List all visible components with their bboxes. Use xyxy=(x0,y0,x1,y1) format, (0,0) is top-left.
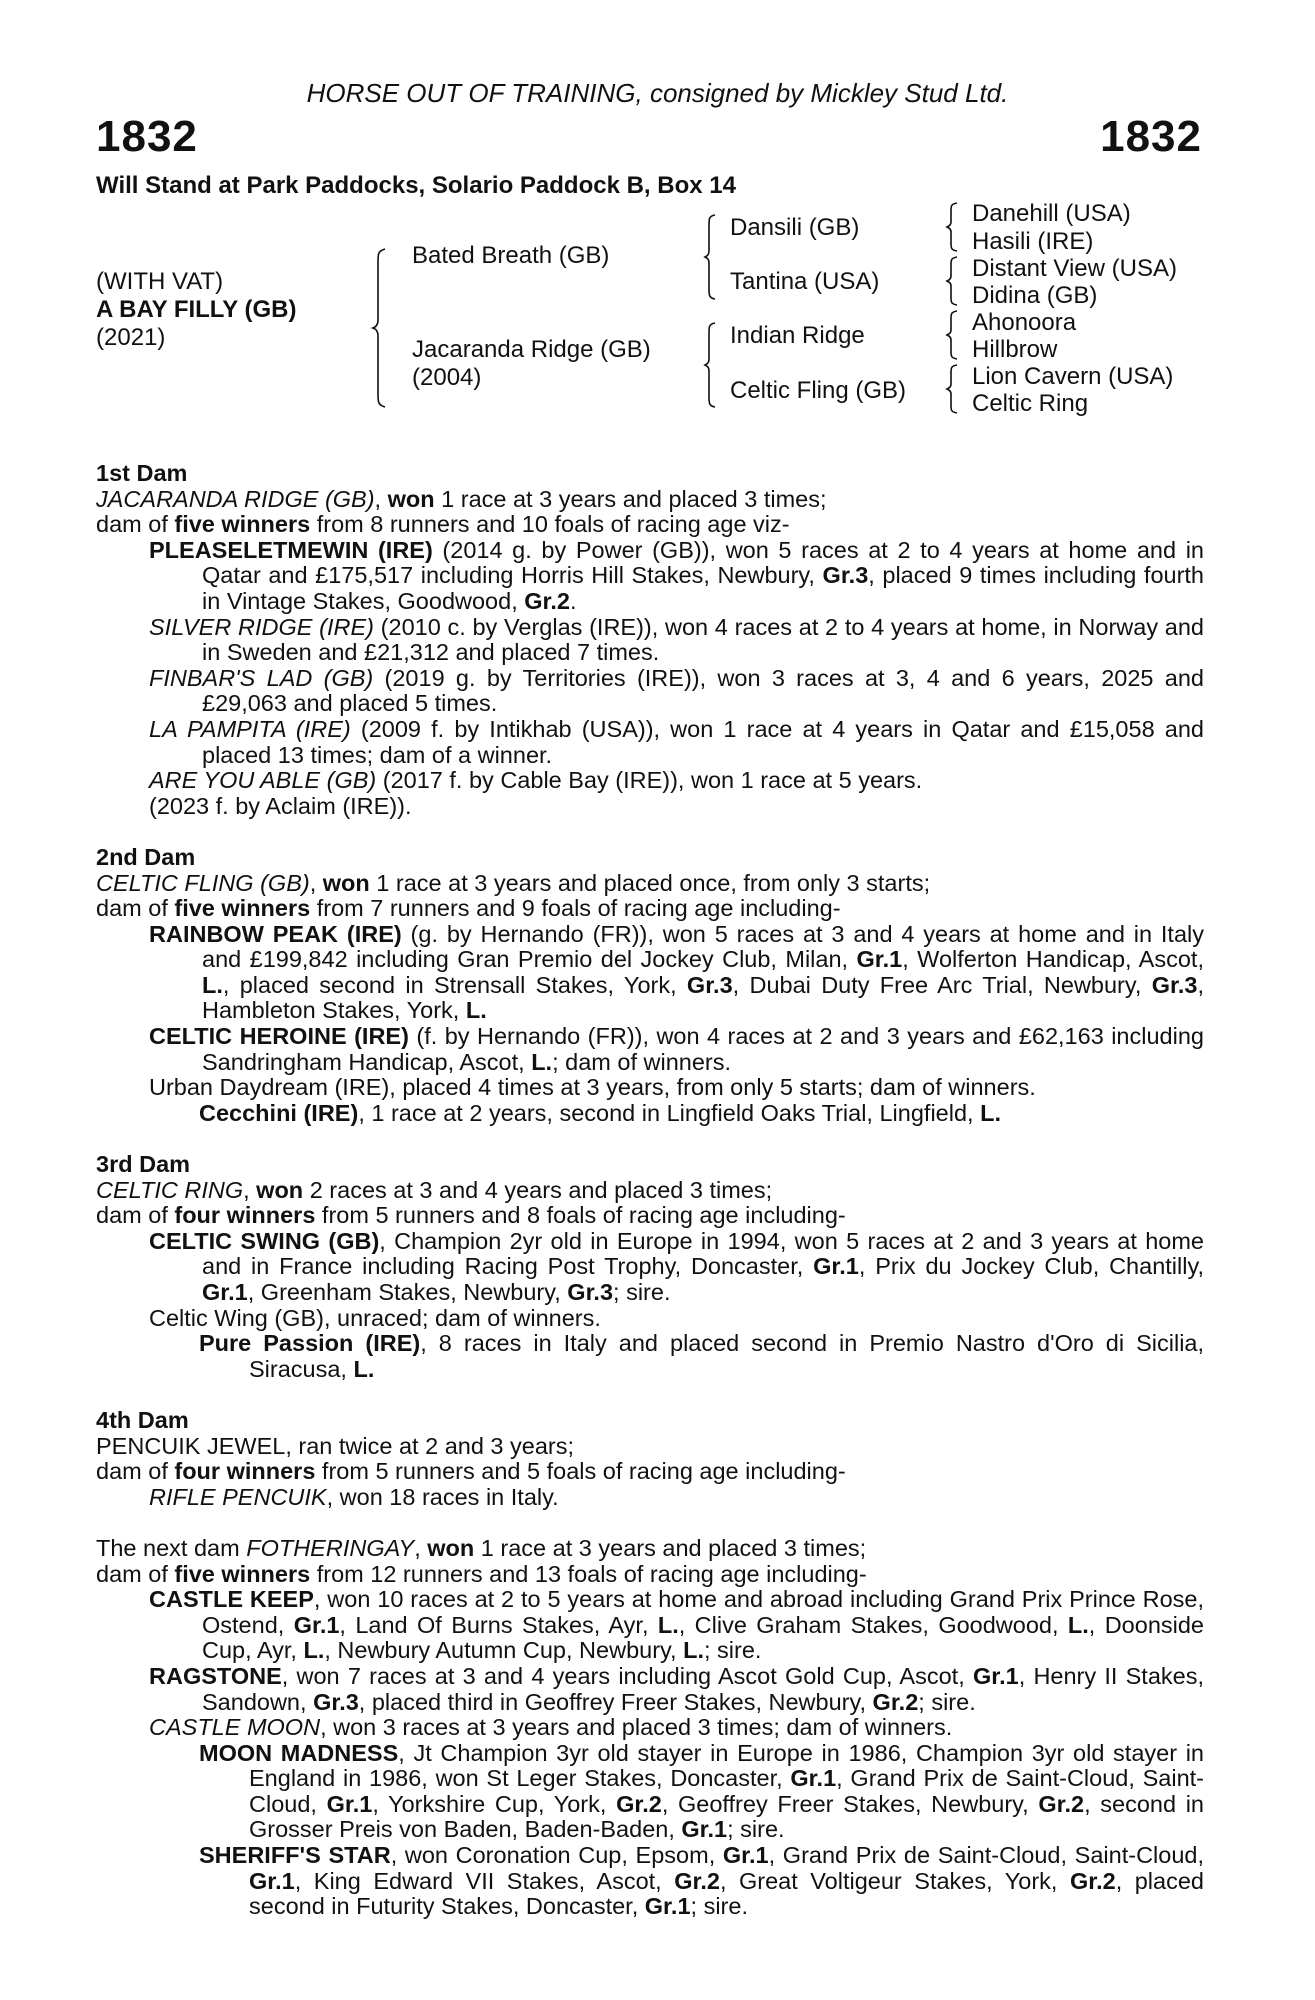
dam-line xyxy=(96,1178,1204,1204)
produce-entry xyxy=(149,794,1204,820)
sire-name: Bated Breath (GB) xyxy=(412,242,610,269)
bold-text: Gr.1 xyxy=(722,1842,769,1869)
sire-dam: Tantina (USA) xyxy=(730,268,880,295)
text-run: , 8 races in Italy and placed second in Premio Nastro d'Oro di Sicilia, Siracusa, xyxy=(249,1330,1205,1382)
text-run: (g. by Hernando (FR)), won 5 races at 3 and 4 years at home and in Italy and £199,842 including Gran Premio del Jockey Club, Milan, xyxy=(202,920,1205,973)
text-run: , Greenham Stakes, Newbury, xyxy=(247,1279,568,1305)
dam-line xyxy=(96,512,1204,538)
produce-entry xyxy=(149,1024,1204,1075)
bold-text: L. xyxy=(657,1611,679,1638)
dam-section xyxy=(96,845,1204,1127)
horse-name: A BAY FILLY (GB) xyxy=(96,296,297,323)
bold-text: Gr.3 xyxy=(313,1688,359,1715)
italic-text: JACARANDA RIDGE (GB) xyxy=(96,485,375,512)
dam-section xyxy=(96,1408,1204,1510)
bracket-gen3-2 xyxy=(946,256,960,306)
text-run: , placed third in Geoffrey Freer Stakes, Newbury, xyxy=(358,1688,873,1715)
vat-label: (WITH VAT) xyxy=(96,268,224,295)
produce-entry xyxy=(149,538,1204,615)
bold-text: L. xyxy=(980,1099,1001,1126)
text-run: ; dam of winners. xyxy=(552,1048,732,1075)
text-run: dam of xyxy=(96,1202,175,1229)
bracket-gen1 xyxy=(372,248,388,408)
bold-text: RAINBOW PEAK (IRE) xyxy=(149,920,402,947)
produce-entry xyxy=(199,1741,1204,1843)
dam-line xyxy=(96,871,1204,897)
dam-line xyxy=(96,1562,1204,1588)
bold-text: Gr.2 xyxy=(616,1790,662,1817)
bold-text: L. xyxy=(353,1355,375,1382)
text-run: (2009 f. by Intikhab (USA)), won 1 race at 4 years in Qatar and £15,058 and placed 13 times; dam of a winner. xyxy=(202,715,1204,768)
bracket-sire xyxy=(704,214,718,300)
text-run: ; sire. xyxy=(613,1279,671,1305)
text-run: , placed second in Futurity Stakes, Doncaster, xyxy=(249,1867,1204,1920)
italic-text: LA PAMPITA (IRE) xyxy=(149,715,351,742)
produce-entry xyxy=(149,615,1204,666)
dam-line xyxy=(96,1459,1204,1485)
text-run: , King Edward VII Stakes, Ascot, xyxy=(294,1867,675,1894)
bold-text: Gr.2 xyxy=(1069,1867,1116,1894)
text-run: dam of xyxy=(96,1458,175,1485)
text-run: , Yorkshire Cup, York, xyxy=(372,1790,617,1817)
bold-text: won xyxy=(256,1176,304,1203)
text-run: . xyxy=(570,587,577,614)
produce-entry xyxy=(149,1485,1204,1511)
section-heading: 3rd Dam xyxy=(96,1151,191,1178)
text-run: (2014 g. by Power (GB)), won 5 races at 2 to 4 years at home and in Qatar and £175,517 including Horris Hill Stakes, Newbury, xyxy=(202,536,1204,589)
produce-entry xyxy=(199,1101,1204,1127)
bracket-gen3-1 xyxy=(946,202,960,252)
produce-entry xyxy=(149,1664,1204,1715)
bold-text: L. xyxy=(531,1048,553,1075)
text-run: , Champion 2yr old in Europe in 1994, won 5 races at 2 and 3 years at home and in France including Racing Post Trophy, Doncaster, xyxy=(202,1227,1204,1280)
gen3-dss: Ahonoora xyxy=(972,309,1077,336)
text-run: from 5 runners and 8 foals of racing age including- xyxy=(315,1202,846,1229)
bold-text: Gr.3 xyxy=(686,971,733,998)
dam-line xyxy=(96,1536,1204,1562)
text-run: from 7 runners and 9 foals of racing age including- xyxy=(310,895,841,922)
bold-text: Gr.3 xyxy=(567,1279,614,1305)
text-run: (f. by Hernando (FR)), won 4 races at 2 and 3 years and £62,163 including Sandringham Handicap, Ascot, xyxy=(202,1023,1204,1075)
bold-text: Gr.3 xyxy=(1151,971,1198,998)
dam-sire: Indian Ridge xyxy=(730,322,865,349)
text-run: ; sire. xyxy=(727,1816,785,1843)
text-run: , Geoffrey Freer Stakes, Newbury, xyxy=(661,1790,1039,1817)
text-run: , Clive Graham Stakes, Goodwood, xyxy=(678,1611,1068,1638)
bold-text: L. xyxy=(683,1637,704,1664)
text-run: (2017 f. by Cable Bay (IRE)), won 1 race at 5 years. xyxy=(376,767,923,794)
text-run: Urban Daydream (IRE), placed 4 times at 3 years, from only 5 starts; dam of winners. xyxy=(149,1074,1036,1101)
text-run: The next dam xyxy=(96,1534,247,1561)
lot-number-right: 1832 xyxy=(1100,112,1202,161)
italic-text: ARE YOU ABLE (GB) xyxy=(149,767,377,794)
gen3-sds: Distant View (USA) xyxy=(972,255,1177,282)
text-run: , won 3 races at 3 years and placed 3 times; dam of winners. xyxy=(320,1714,953,1741)
bold-text: Gr.1 xyxy=(856,946,903,973)
dam-section xyxy=(96,461,1204,819)
bold-text: Gr.1 xyxy=(790,1765,837,1792)
bold-text: MOON MADNESS xyxy=(199,1739,399,1766)
bold-text: five winners xyxy=(174,1560,311,1587)
bold-text: four winners xyxy=(174,1202,316,1229)
text-run: , Land Of Burns Stakes, Ayr, xyxy=(339,1611,658,1638)
text-run: , xyxy=(374,485,388,512)
text-run: , xyxy=(309,869,323,896)
bold-text: Gr.3 xyxy=(822,562,869,589)
text-run: 1 race at 3 years and placed 3 times; xyxy=(474,1534,867,1561)
bold-text: won xyxy=(387,485,435,512)
text-run: dam of xyxy=(96,511,175,538)
text-run: , second in Grosser Preis von Baden, Baden-Baden, xyxy=(249,1790,1205,1843)
text-run: , Grand Prix de Saint-Cloud, Saint-Cloud, xyxy=(249,1765,1205,1817)
family-text xyxy=(96,461,1204,1920)
produce-entry xyxy=(149,1587,1204,1664)
bold-text: five winners xyxy=(174,895,311,922)
bold-text: L. xyxy=(202,971,223,998)
text-run: , placed 9 times including fourth in Vintage Stakes, Goodwood, xyxy=(202,562,1205,614)
bold-text: PLEASELETMEWIN (IRE) xyxy=(149,536,433,563)
italic-text: SILVER RIDGE (IRE) xyxy=(149,613,374,640)
produce-entry xyxy=(149,922,1204,1024)
text-run: , Grand Prix de Saint-Cloud, Saint-Cloud, xyxy=(768,1842,1204,1869)
text-run: , xyxy=(414,1534,428,1561)
text-run: ; sire. xyxy=(918,1688,976,1715)
text-run: Celtic Wing (GB), unraced; dam of winners. xyxy=(149,1304,601,1331)
text-run: from 8 runners and 10 foals of racing age viz- xyxy=(310,511,790,538)
text-run: 1 race at 3 years and placed 3 times; xyxy=(434,485,827,512)
bold-text: four winners xyxy=(174,1458,316,1485)
text-run: , Wolferton Handicap, Ascot, xyxy=(902,946,1204,973)
bold-text: Gr.1 xyxy=(813,1253,859,1280)
bold-text: Gr.1 xyxy=(202,1279,248,1305)
bold-text: Gr.1 xyxy=(326,1790,373,1817)
bold-text: RAGSTONE xyxy=(149,1662,282,1689)
bold-text: L. xyxy=(303,1637,325,1664)
text-run: , won Coronation Cup, Epsom, xyxy=(390,1842,723,1869)
bold-text: CASTLE KEEP xyxy=(149,1586,314,1613)
dam-line xyxy=(96,487,1204,513)
text-run: , won 10 races at 2 to 5 years at home and abroad including Grand Prix Prince Rose, Ostend, xyxy=(202,1586,1204,1638)
dam-name: Jacaranda Ridge (GB) xyxy=(412,336,651,363)
horse-year: (2021) xyxy=(96,324,166,351)
text-run: (2019 g. by Territories (IRE)), won 3 races at 3, 4 and 6 years, 2025 and £29,063 and placed 5 times. xyxy=(202,664,1205,717)
bold-text: won xyxy=(322,869,370,896)
text-run: , Jt Champion 3yr old stayer in Europe in 1986, Champion 3yr old stayer in England in 1986, won St Leger Stakes, Doncaster, xyxy=(249,1739,1204,1792)
section-heading: 4th Dam xyxy=(96,1406,189,1433)
text-run: , Prix du Jockey Club, Chantilly, xyxy=(858,1253,1204,1280)
italic-text: CELTIC FLING (GB) xyxy=(96,869,310,896)
produce-entry xyxy=(199,1843,1204,1920)
text-run: , Dubai Duty Free Arc Trial, Newbury, xyxy=(732,971,1152,998)
dam-year: (2004) xyxy=(412,364,482,391)
text-run: , Hambleton Stakes, York, xyxy=(202,971,1204,1024)
dam-line xyxy=(96,896,1204,922)
text-run: , Henry II Stakes, Sandown, xyxy=(202,1662,1204,1715)
produce-entry xyxy=(149,717,1204,768)
text-run: , 1 race at 2 years, second in Lingfield Oaks Trial, Lingfield, xyxy=(358,1099,981,1126)
text-run: , xyxy=(243,1176,257,1203)
bold-text: Gr.1 xyxy=(681,1816,728,1843)
produce-entry xyxy=(149,1075,1204,1101)
bold-text: Gr.2 xyxy=(872,1688,919,1715)
gen3-sss: Danehill (USA) xyxy=(972,200,1131,227)
bold-text: five winners xyxy=(174,511,311,538)
text-run: (2010 c. by Verglas (IRE)), won 4 races at 2 to 4 years at home, in Norway and in Sweden and £21,312 and placed 7 times. xyxy=(202,613,1204,666)
consignment-line: HORSE OUT OF TRAINING, consigned by Mickley Stud Ltd. xyxy=(306,78,1009,108)
section-heading: 1st Dam xyxy=(96,460,188,486)
produce-entry xyxy=(149,666,1204,717)
bold-text: Gr.1 xyxy=(644,1893,691,1920)
dam-line xyxy=(96,1203,1204,1229)
italic-text: CASTLE MOON xyxy=(149,1714,321,1741)
bold-text: Gr.1 xyxy=(293,1611,340,1638)
text-run: , won 7 races at 3 and 4 years including Ascot Gold Cup, Ascot, xyxy=(281,1662,973,1689)
gen3-dsd: Hillbrow xyxy=(972,336,1058,363)
text-run: ; sire. xyxy=(690,1893,748,1920)
bold-text: Pure Passion (IRE) xyxy=(199,1330,421,1357)
dam-dam: Celtic Fling (GB) xyxy=(730,377,907,404)
bracket-gen3-4 xyxy=(946,364,960,414)
stand-location: Will Stand at Park Paddocks, Solario Paddock B, Box 14 xyxy=(96,172,736,199)
dam-line xyxy=(96,1434,1204,1460)
text-run: from 5 runners and 5 foals of racing age including- xyxy=(315,1458,846,1485)
text-run: , Newbury Autumn Cup, Newbury, xyxy=(324,1637,684,1664)
gen3-ddd: Celtic Ring xyxy=(972,390,1089,417)
text-run: 2 races at 3 and 4 years and placed 3 times; xyxy=(303,1176,773,1203)
produce-entry xyxy=(149,1229,1204,1306)
bold-text: Gr.1 xyxy=(249,1867,295,1894)
italic-text: CELTIC RING xyxy=(96,1176,244,1203)
produce-entry xyxy=(199,1331,1204,1382)
bold-text: Cecchini (IRE) xyxy=(199,1099,359,1126)
bold-text: L. xyxy=(465,997,487,1024)
gen3-sdd: Didina (GB) xyxy=(972,282,1098,309)
text-run: dam of xyxy=(96,1560,175,1587)
lot-number-left: 1832 xyxy=(96,112,198,161)
bold-text: Gr.2 xyxy=(1038,1790,1085,1817)
gen3-dds: Lion Cavern (USA) xyxy=(972,363,1174,390)
bold-text: Gr.2 xyxy=(524,587,570,614)
sire-sire: Dansili (GB) xyxy=(730,214,860,241)
dam-section xyxy=(96,1152,1204,1382)
bold-text: won xyxy=(427,1534,475,1561)
text-run: (2023 f. by Aclaim (IRE)). xyxy=(149,792,412,819)
bold-text: Gr.1 xyxy=(972,1662,1019,1689)
text-run: PENCUIK JEWEL, ran twice at 2 and 3 years; xyxy=(96,1432,575,1459)
text-run: dam of xyxy=(96,895,175,922)
text-run: ; sire. xyxy=(704,1637,762,1664)
gen3-ssd: Hasili (IRE) xyxy=(972,228,1094,255)
italic-text: FOTHERINGAY xyxy=(246,1534,415,1561)
text-run: , placed second in Strensall Stakes, York, xyxy=(222,971,687,998)
bold-text: SHERIFF'S STAR xyxy=(199,1842,391,1869)
bold-text: CELTIC HEROINE (IRE) xyxy=(149,1023,409,1050)
bracket-gen3-3 xyxy=(946,310,960,360)
text-run: 1 race at 3 years and placed once, from only 3 starts; xyxy=(369,869,931,896)
italic-text: FINBAR'S LAD (GB) xyxy=(149,664,374,691)
bold-text: L. xyxy=(1067,1611,1089,1638)
produce-entry xyxy=(149,768,1204,794)
produce-entry xyxy=(149,1306,1204,1332)
bold-text: Gr.2 xyxy=(674,1867,720,1894)
bold-text: CELTIC SWING (GB) xyxy=(149,1227,380,1254)
text-run: , won 18 races in Italy. xyxy=(326,1483,559,1510)
text-run: , Great Voltigeur Stakes, York, xyxy=(719,1867,1070,1894)
text-run: from 12 runners and 13 foals of racing age including- xyxy=(310,1560,867,1587)
produce-entry xyxy=(149,1715,1204,1741)
dam-section xyxy=(96,1536,1204,1920)
section-heading: 2nd Dam xyxy=(96,843,196,870)
italic-text: RIFLE PENCUIK xyxy=(149,1483,327,1510)
bracket-dam xyxy=(704,322,718,408)
text-run: , Doonside Cup, Ayr, xyxy=(202,1611,1204,1664)
